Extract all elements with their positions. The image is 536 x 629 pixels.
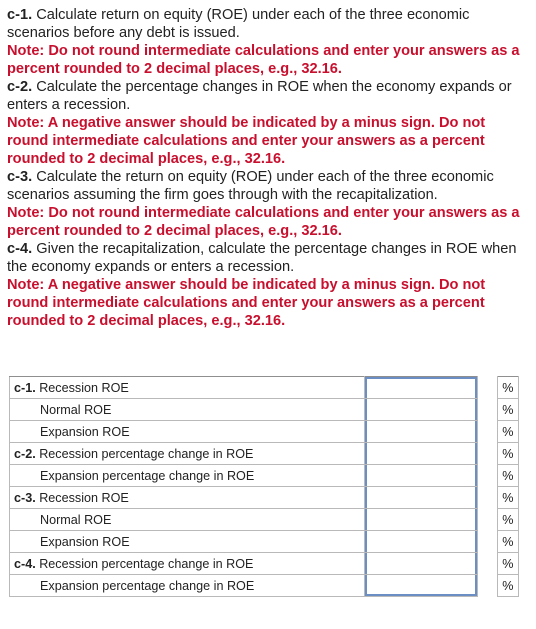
answer-input[interactable]: [365, 575, 477, 596]
row-label-cell: [10, 421, 365, 443]
answer-cell: [364, 487, 477, 509]
answer-input[interactable]: [365, 377, 477, 398]
answer-input[interactable]: [365, 531, 477, 552]
table-row: [10, 575, 519, 597]
answer-input[interactable]: [365, 487, 477, 508]
answer-cell: [364, 399, 477, 421]
table-row: [10, 465, 519, 487]
row-label-cell: [10, 443, 365, 465]
instruction-text: Calculate the return on equity (ROE) under each of the three economic scenarios assuming the firm goes through with the recapitalization.: [7, 169, 494, 203]
answer-input[interactable]: [365, 553, 477, 574]
percent-unit: %: [497, 465, 518, 487]
row-label: Recession ROE: [39, 490, 129, 505]
answer-cell: [364, 509, 477, 531]
answer-cell: [364, 443, 477, 465]
percent-unit: %: [497, 421, 518, 443]
part-label: c-2.: [14, 446, 36, 461]
percent-unit: %: [497, 553, 518, 575]
part-label: c-1.: [7, 7, 33, 23]
row-label: Expansion ROE: [40, 424, 130, 439]
part-label: c-1.: [14, 380, 36, 395]
row-label-cell: [10, 399, 365, 421]
answer-table: [9, 376, 519, 597]
instruction-note: Note: A negative answer should be indicated by a minus sign. Do not round intermediate calculations and enter your answers as a percent rounded to 2 decimal places, e.g., 32.16.: [7, 115, 486, 167]
table-row: [10, 553, 519, 575]
percent-unit: %: [497, 575, 518, 597]
row-label: Expansion ROE: [40, 534, 130, 549]
percent-unit: %: [497, 487, 518, 509]
instruction-c1: [7, 6, 529, 42]
percent-unit: %: [497, 399, 518, 421]
part-label: c-4.: [14, 556, 36, 571]
table-row: [10, 421, 519, 443]
instruction-text: Given the recapitalization, calculate the percentage changes in ROE when the economy expands or enters a recession.: [7, 241, 517, 275]
row-label: Expansion percentage change in ROE: [40, 468, 255, 483]
instruction-text: Calculate return on equity (ROE) under each of the three economic scenarios before any debt is issued.: [7, 7, 470, 41]
row-label: Recession percentage change in ROE: [39, 556, 254, 571]
answer-cell: [364, 421, 477, 443]
table-row: [10, 377, 519, 399]
table-row: [10, 487, 519, 509]
spacer-cell: [477, 509, 497, 531]
percent-unit: %: [497, 531, 518, 553]
row-label-cell: [10, 553, 365, 575]
row-label-cell: [10, 377, 365, 399]
spacer-cell: [477, 443, 497, 465]
answer-cell: [364, 553, 477, 575]
answer-input[interactable]: [365, 399, 477, 420]
percent-unit: %: [497, 443, 518, 465]
row-label: Expansion percentage change in ROE: [40, 578, 255, 593]
row-label-cell: [10, 575, 365, 597]
percent-unit: %: [497, 377, 518, 399]
part-label: c-3.: [7, 169, 33, 185]
instruction-c2: [7, 78, 529, 114]
instruction-note: Note: Do not round intermediate calculations and enter your answers as a percent rounded to 2 decimal places, e.g., 32.16.: [7, 43, 520, 77]
table-row: [10, 443, 519, 465]
part-label: c-2.: [7, 79, 33, 95]
spacer-cell: [477, 575, 497, 597]
row-label: Normal ROE: [40, 512, 112, 527]
answer-input[interactable]: [365, 443, 477, 464]
spacer-cell: [477, 421, 497, 443]
spacer-cell: [477, 377, 497, 399]
instruction-note: Note: A negative answer should be indicated by a minus sign. Do not round intermediate calculations and enter your answers as a percent rounded to 2 decimal places, e.g., 32.16.: [7, 277, 486, 329]
spacer-cell: [477, 531, 497, 553]
spacer-cell: [477, 553, 497, 575]
percent-unit: %: [497, 509, 518, 531]
answer-input[interactable]: [365, 421, 477, 442]
answer-cell: [364, 377, 477, 399]
spacer-cell: [477, 487, 497, 509]
answer-cell: [364, 465, 477, 487]
instruction-text: Calculate the percentage changes in ROE when the economy expands or enters a recession.: [7, 79, 512, 113]
instruction-c4: [7, 240, 529, 276]
part-label: c-3.: [14, 490, 36, 505]
answer-input[interactable]: [365, 509, 477, 530]
spacer-cell: [477, 399, 497, 421]
table-row: [10, 531, 519, 553]
answer-cell: [364, 531, 477, 553]
row-label: Recession percentage change in ROE: [39, 446, 254, 461]
table-row: [10, 509, 519, 531]
part-label: c-4.: [7, 241, 33, 257]
instruction-c3: [7, 168, 529, 204]
row-label: Recession ROE: [39, 380, 129, 395]
row-label-cell: [10, 531, 365, 553]
row-label-cell: [10, 509, 365, 531]
row-label-cell: [10, 487, 365, 509]
answer-input[interactable]: [365, 465, 477, 486]
answer-cell: [364, 575, 477, 597]
row-label: Normal ROE: [40, 402, 112, 417]
instruction-note: Note: Do not round intermediate calculations and enter your answers as a percent rounded to 2 decimal places, e.g., 32.16.: [7, 205, 520, 239]
row-label-cell: [10, 465, 365, 487]
spacer-cell: [477, 465, 497, 487]
instructions: [7, 6, 529, 330]
table-row: [10, 399, 519, 421]
